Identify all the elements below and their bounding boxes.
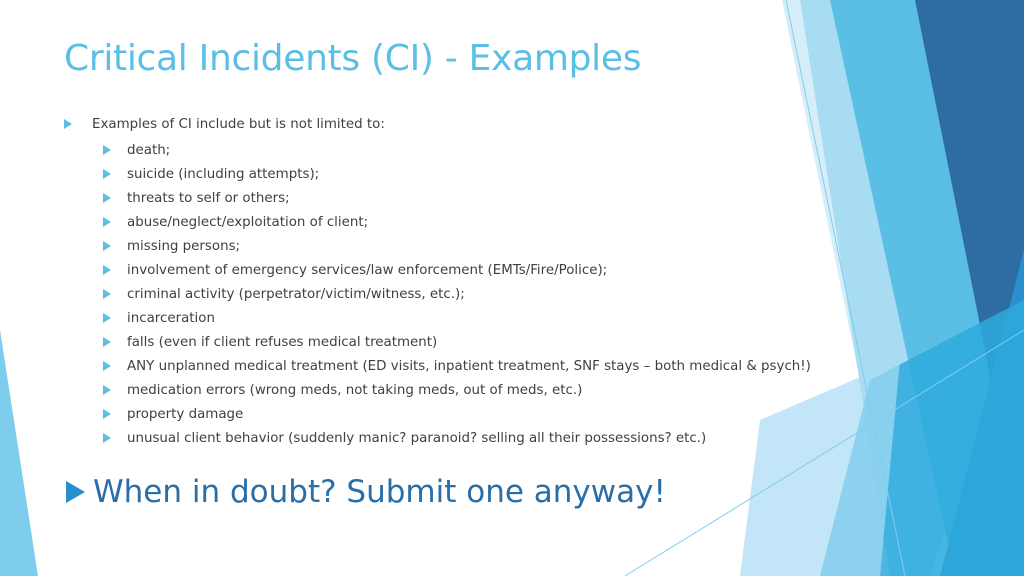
incident-examples-list [103,138,811,450]
intro-text: Examples of CI include but is not limited to: [92,116,385,132]
list-item: abuse/neglect/exploitation of client; [103,210,811,234]
list-item: involvement of emergency services/law enforcement (EMTs/Fire/Police); [103,258,811,282]
callout-bullet [66,474,666,510]
list-item: incarceration [103,306,811,330]
bullet-arrow-icon [103,313,111,323]
bullet-arrow-icon [103,241,111,251]
bullet-arrow-icon [64,119,72,129]
bullet-arrow-icon [103,409,111,419]
bullet-arrow-icon [103,265,111,275]
bullet-arrow-icon [103,217,111,227]
bullet-arrow-icon [103,145,111,155]
list-item: ANY unplanned medical treatment (ED visits, inpatient treatment, SNF stays – both medical & psych!) [103,354,811,378]
callout-arrow-icon [66,481,85,503]
list-item: property damage [103,402,811,426]
slide-title: Critical Incidents (CI) - Examples [64,38,642,79]
bullet-arrow-icon [103,385,111,395]
list-item: death; [103,138,811,162]
list-item: suicide (including attempts); [103,162,811,186]
bullet-arrow-icon [103,337,111,347]
bullet-arrow-icon [103,169,111,179]
callout-text: When in doubt? Submit one anyway! [93,474,666,510]
list-item: unusual client behavior (suddenly manic? paranoid? selling all their possessions? etc.) [103,426,811,450]
bullet-arrow-icon [103,289,111,299]
list-item: missing persons; [103,234,811,258]
bullet-arrow-icon [103,361,111,371]
list-item: medication errors (wrong meds, not taking meds, out of meds, etc.) [103,378,811,402]
intro-bullet [64,114,385,134]
list-item: falls (even if client refuses medical treatment) [103,330,811,354]
list-item: criminal activity (perpetrator/victim/witness, etc.); [103,282,811,306]
left-accent-shape [0,330,38,576]
bullet-arrow-icon [103,433,111,443]
bullet-arrow-icon [103,193,111,203]
list-item: threats to self or others; [103,186,811,210]
